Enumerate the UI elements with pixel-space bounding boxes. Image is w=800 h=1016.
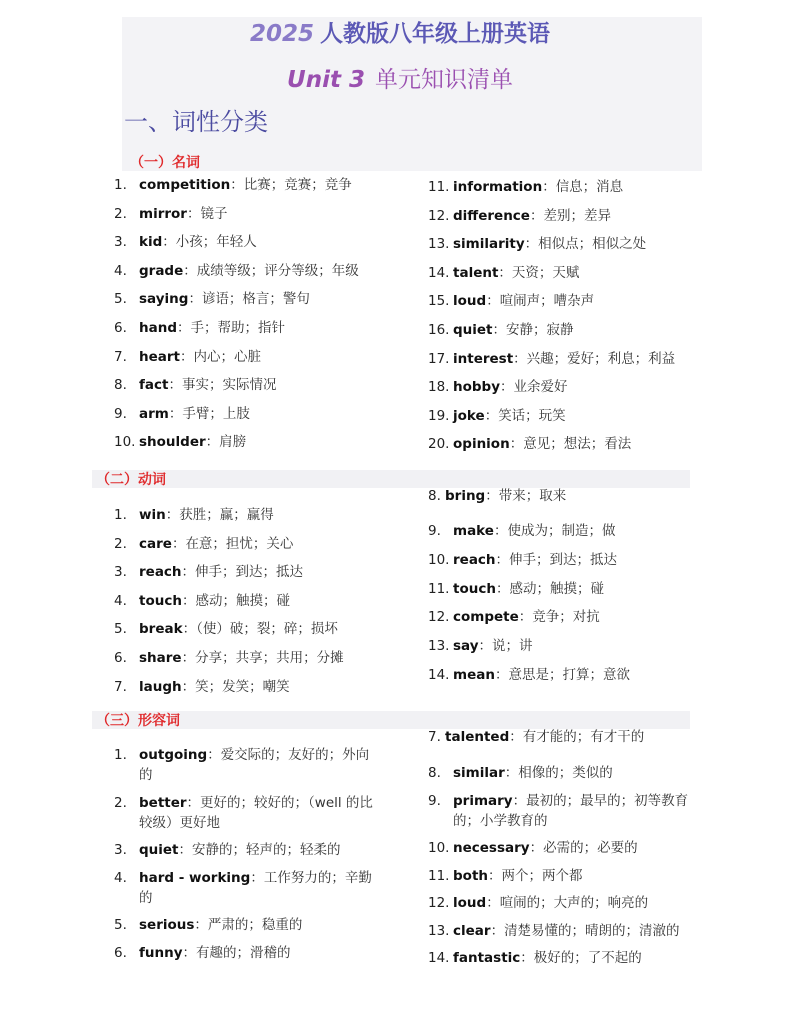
- item-number: 1.: [114, 177, 127, 193]
- item-number: 4.: [114, 262, 127, 279]
- item-word: arm: [139, 405, 169, 422]
- item-meaning: 更好的；较好的；（well 的比较级）更好地: [139, 794, 373, 831]
- list-item: 12. compete：竞争；对抗: [428, 609, 600, 626]
- item-word: funny: [139, 944, 183, 961]
- item-meaning: 必需的；必要的: [543, 840, 638, 856]
- section-title: 一、词性分类: [124, 108, 268, 136]
- item-word: better: [139, 794, 187, 811]
- item-meaning: 严肃的；稳重的: [207, 917, 303, 933]
- list-item: 3. quiet：安静的；轻声的；轻柔的: [114, 842, 341, 858]
- item-number: 8.: [428, 488, 441, 504]
- list-item: 8. bring：带来；取来: [428, 488, 567, 504]
- list-item: 2. mirror：镜子: [114, 205, 228, 222]
- item-meaning: 兴趣；爱好；利息；利益: [526, 350, 676, 367]
- verbs-heading: （二）动词: [96, 472, 166, 488]
- list-item: 11. information：信息；消息: [428, 179, 624, 195]
- item-meaning: 手臂；上肢: [182, 405, 250, 422]
- item-word: bring: [445, 488, 486, 504]
- list-item: 5. break：（使）破；裂；碎；损坏: [114, 621, 338, 638]
- item-meaning: 伸手；到达；抵达: [509, 551, 618, 568]
- item-number: 9.: [428, 792, 441, 809]
- item-word: difference: [453, 207, 530, 224]
- list-item: 10. necessary：必需的；必要的: [428, 840, 638, 856]
- list-item: 13. say：说；讲: [428, 638, 533, 655]
- item-word: clear: [453, 922, 491, 939]
- item-meaning: 使成为；制造；做: [507, 523, 616, 539]
- item-word: primary: [453, 792, 513, 809]
- list-item: 14. mean：意思是；打算；意欲: [428, 666, 630, 683]
- item-meaning: 在意；担忧；关心: [185, 535, 294, 552]
- item-number: 2.: [114, 794, 127, 811]
- item-word: loud: [453, 293, 487, 310]
- item-word: opinion: [453, 436, 510, 453]
- item-number: 14.: [428, 264, 450, 281]
- item-meaning: 两个；两个都: [501, 867, 583, 884]
- item-word: mean: [453, 666, 495, 683]
- list-item: 12. loud：喧闹的；大声的；响亮的: [428, 895, 649, 911]
- item-meaning: 肩膀: [219, 434, 247, 451]
- list-item: 7. laugh：笑；发笑；嘲笑: [114, 678, 290, 695]
- item-word: heart: [139, 348, 180, 365]
- item-word: competition: [139, 177, 231, 193]
- item-number: 11.: [428, 580, 450, 597]
- item-word: saying: [139, 291, 189, 308]
- item-number: 14.: [428, 666, 450, 683]
- nouns-list-right: [428, 177, 718, 463]
- item-meaning: 工作努力的；辛勤的: [139, 869, 372, 906]
- item-number: 13.: [428, 236, 450, 253]
- list-item: 4. hard - working：工作努力的；辛勤的: [114, 869, 372, 906]
- item-meaning: 感动；触摸；碰: [195, 592, 290, 609]
- item-word: compete: [453, 609, 519, 626]
- item-word: reach: [139, 564, 182, 581]
- item-meaning: 事实；实际情况: [181, 377, 277, 394]
- item-number: 12.: [428, 895, 450, 911]
- item-number: 5.: [114, 621, 127, 638]
- list-item: 8. similar：相像的；类似的: [428, 765, 613, 781]
- item-meaning: 分享；共享；共用；分摊: [195, 649, 344, 666]
- item-number: 10.: [428, 840, 450, 856]
- item-meaning: 感动；触摸；碰: [509, 580, 604, 597]
- item-meaning: 安静的；轻声的；轻柔的: [192, 842, 341, 858]
- item-number: 5.: [114, 917, 127, 933]
- item-meaning: 意思是；打算；意欲: [508, 666, 630, 683]
- list-item: 1. competition：比赛；竞赛；竞争: [114, 177, 352, 193]
- page-subtitle: [0, 61, 800, 94]
- list-item: 19. joke：笑话；玩笑: [428, 407, 566, 424]
- item-number: 9.: [114, 405, 127, 422]
- item-meaning: 笑；发笑；嘲笑: [195, 678, 290, 695]
- item-word: talented: [445, 729, 510, 745]
- list-item: 9. arm：手臂；上肢: [114, 405, 250, 422]
- item-meaning: 成绩等级；评分等级；年级: [196, 262, 359, 279]
- item-number: 11.: [428, 179, 450, 195]
- item-meaning: 带来；取来: [498, 488, 567, 504]
- adjectives-list-right: [428, 763, 694, 976]
- item-word: grade: [139, 262, 184, 279]
- item-word: make: [453, 523, 494, 539]
- item-number: 13.: [428, 638, 450, 655]
- item-meaning: 竞争；对抗: [532, 609, 600, 626]
- item-word: both: [453, 867, 489, 884]
- list-item: 17. interest：兴趣；爱好；利息；利益: [428, 350, 676, 367]
- item-number: 3.: [114, 234, 127, 251]
- item-meaning: 安静；寂静: [506, 321, 574, 338]
- item-meaning: 天资；天赋: [511, 264, 580, 281]
- list-item: 20. opinion：意见；想法；看法: [428, 436, 632, 453]
- item-word: say: [453, 638, 479, 655]
- item-word: break: [139, 621, 183, 638]
- item-word: hand: [139, 319, 177, 336]
- item-meaning: 内心；心脏: [193, 348, 261, 365]
- item-meaning: 小孩；年轻人: [175, 234, 257, 251]
- list-item: 5. serious：严肃的；稳重的: [114, 917, 303, 933]
- adjectives-list-left: [114, 745, 382, 970]
- list-item: 14. fantastic：极好的；了不起的: [428, 950, 642, 966]
- list-item: 6. hand：手；帮助；指针: [114, 319, 285, 336]
- item-meaning: 喧闹的；大声的；响亮的: [499, 895, 649, 911]
- list-item: 4. grade：成绩等级；评分等级；年级: [114, 262, 359, 279]
- verbs-list-right: [428, 521, 718, 694]
- item-meaning: 谚语；格言；警句: [201, 291, 310, 308]
- item-meaning: 有趣的；滑稽的: [196, 944, 291, 961]
- item-word: joke: [453, 407, 485, 424]
- list-item: 13. similarity：相似点；相似之处: [428, 236, 647, 253]
- list-item: 6. funny：有趣的；滑稽的: [114, 944, 291, 961]
- item-word: information: [453, 179, 543, 195]
- item-number: 20.: [428, 436, 450, 453]
- list-item: 2. care：在意；担忧；关心: [114, 535, 294, 552]
- item-meaning: 获胜；赢；赢得: [179, 507, 274, 523]
- list-item: 9. make：使成为；制造；做: [428, 523, 616, 539]
- item-number: 12.: [428, 207, 450, 224]
- item-meaning: 镜子: [200, 205, 228, 222]
- list-item: 12. difference：差别；差异: [428, 207, 611, 224]
- item-meaning: 最初的；最早的；初等教育的；小学教育的: [453, 792, 689, 829]
- title-year: 2025: [249, 21, 314, 47]
- item-meaning: 极好的；了不起的: [533, 950, 642, 966]
- list-item: 8. fact：事实；实际情况: [114, 377, 277, 394]
- item-word: quiet: [453, 321, 493, 338]
- item-number: 6.: [114, 944, 127, 961]
- adjectives-heading: （三）形容词: [96, 713, 180, 729]
- item-meaning: 有才能的；有才干的: [522, 729, 645, 745]
- list-item: 15. loud：喧闹声；嘈杂声: [428, 293, 595, 310]
- item-number: 4.: [114, 869, 127, 886]
- item-word: interest: [453, 350, 514, 367]
- list-item: 10. reach：伸手；到达；抵达: [428, 551, 618, 568]
- item-number: 17.: [428, 350, 450, 367]
- item-number: 5.: [114, 291, 127, 308]
- verbs-list-left: [114, 505, 394, 705]
- item-meaning: （使）破；裂；碎；损坏: [196, 621, 338, 638]
- list-item: 1. win：获胜；赢；赢得: [114, 507, 274, 523]
- list-item: 7. talented：有才能的；有才干的: [428, 729, 645, 745]
- item-number: 13.: [428, 922, 450, 939]
- item-meaning: 说；讲: [492, 638, 533, 655]
- list-item: 14. talent：天资；天赋: [428, 264, 580, 281]
- item-number: 16.: [428, 321, 450, 338]
- list-item: 10. shoulder：肩膀: [114, 434, 247, 451]
- item-number: 9.: [428, 523, 441, 539]
- list-item: 4. touch：感动；触摸；碰: [114, 592, 290, 609]
- item-number: 14.: [428, 950, 450, 966]
- nouns-list-left: [114, 175, 394, 461]
- item-number: 7.: [428, 729, 441, 745]
- item-meaning: 相像的；类似的: [518, 765, 613, 781]
- item-word: mirror: [139, 205, 187, 222]
- unit-label: Unit 3: [287, 67, 365, 93]
- item-word: outgoing: [139, 747, 208, 763]
- item-word: fact: [139, 377, 169, 394]
- item-word: laugh: [139, 678, 182, 695]
- item-number: 8.: [114, 377, 127, 394]
- adjectives-list-right-top: [428, 727, 718, 747]
- item-number: 19.: [428, 407, 450, 424]
- item-number: 10.: [428, 551, 450, 568]
- title-text: 人教版八年级上册英语: [320, 21, 550, 47]
- item-word: reach: [453, 551, 496, 568]
- item-word: necessary: [453, 840, 530, 856]
- item-word: kid: [139, 234, 163, 251]
- list-item: 5. saying：谚语；格言；警句: [114, 291, 310, 308]
- item-meaning: 差别；差异: [543, 207, 611, 224]
- item-word: touch: [139, 592, 182, 609]
- item-word: hobby: [453, 379, 501, 396]
- nouns-heading: （一）名词: [130, 155, 200, 171]
- item-number: 3.: [114, 842, 127, 858]
- item-number: 7.: [114, 678, 127, 695]
- item-number: 18.: [428, 379, 450, 396]
- item-word: hard - working: [139, 869, 251, 886]
- item-number: 2.: [114, 205, 127, 222]
- list-item: 7. heart：内心；心脏: [114, 348, 261, 365]
- item-meaning: 喧闹声；嘈杂声: [499, 293, 595, 310]
- item-number: 6.: [114, 319, 127, 336]
- item-number: 10.: [114, 434, 136, 451]
- item-word: quiet: [139, 842, 179, 858]
- item-meaning: 清楚易懂的；晴朗的；清澈的: [504, 922, 680, 939]
- list-item: 6. share：分享；共享；共用；分摊: [114, 649, 344, 666]
- list-item: 3. reach：伸手；到达；抵达: [114, 564, 304, 581]
- item-meaning: 比赛；竞赛；竞争: [243, 177, 352, 193]
- verbs-list-right-top: [428, 486, 718, 506]
- item-meaning: 相似点；相似之处: [538, 236, 647, 253]
- item-word: talent: [453, 264, 499, 281]
- item-number: 1.: [114, 507, 127, 523]
- item-word: share: [139, 649, 182, 666]
- item-word: touch: [453, 580, 496, 597]
- item-number: 11.: [428, 867, 450, 884]
- item-number: 7.: [114, 348, 127, 365]
- page-title: [0, 15, 800, 48]
- item-number: 15.: [428, 293, 450, 310]
- item-word: win: [139, 507, 166, 523]
- item-meaning: 笑话；玩笑: [498, 407, 566, 424]
- item-meaning: 信息；消息: [555, 179, 624, 195]
- list-item: 16. quiet：安静；寂静: [428, 321, 574, 338]
- list-item: 1. outgoing：爱交际的；友好的；外向的: [114, 747, 370, 783]
- item-word: fantastic: [453, 950, 521, 966]
- item-meaning: 手；帮助；指针: [190, 319, 285, 336]
- item-word: similarity: [453, 236, 525, 253]
- item-number: 8.: [428, 765, 441, 781]
- list-item: 18. hobby：业余爱好: [428, 379, 568, 396]
- item-word: loud: [453, 895, 487, 911]
- list-item: 2. better：更好的；较好的；（well 的比较级）更好地: [114, 794, 373, 831]
- item-word: shoulder: [139, 434, 206, 451]
- item-number: 1.: [114, 747, 127, 763]
- list-item: 3. kid：小孩；年轻人: [114, 234, 257, 251]
- item-meaning: 伸手；到达；抵达: [195, 564, 304, 581]
- item-word: care: [139, 535, 172, 552]
- item-number: 2.: [114, 535, 127, 552]
- item-number: 6.: [114, 649, 127, 666]
- item-meaning: 业余爱好: [513, 379, 568, 396]
- list-item: 9. primary：最初的；最早的；初等教育的；小学教育的: [428, 792, 689, 829]
- item-meaning: 爱交际的；友好的；外向的: [139, 747, 370, 783]
- subtitle-text: 单元知识清单: [374, 67, 513, 93]
- list-item: 13. clear：清楚易懂的；晴朗的；清澈的: [428, 922, 680, 939]
- item-meaning: 意见；想法；看法: [523, 436, 632, 453]
- item-number: 12.: [428, 609, 450, 626]
- item-word: serious: [139, 917, 195, 933]
- list-item: 11. touch：感动；触摸；碰: [428, 580, 604, 597]
- list-item: 11. both：两个；两个都: [428, 867, 583, 884]
- item-number: 4.: [114, 592, 127, 609]
- item-word: similar: [453, 765, 505, 781]
- item-number: 3.: [114, 564, 127, 581]
